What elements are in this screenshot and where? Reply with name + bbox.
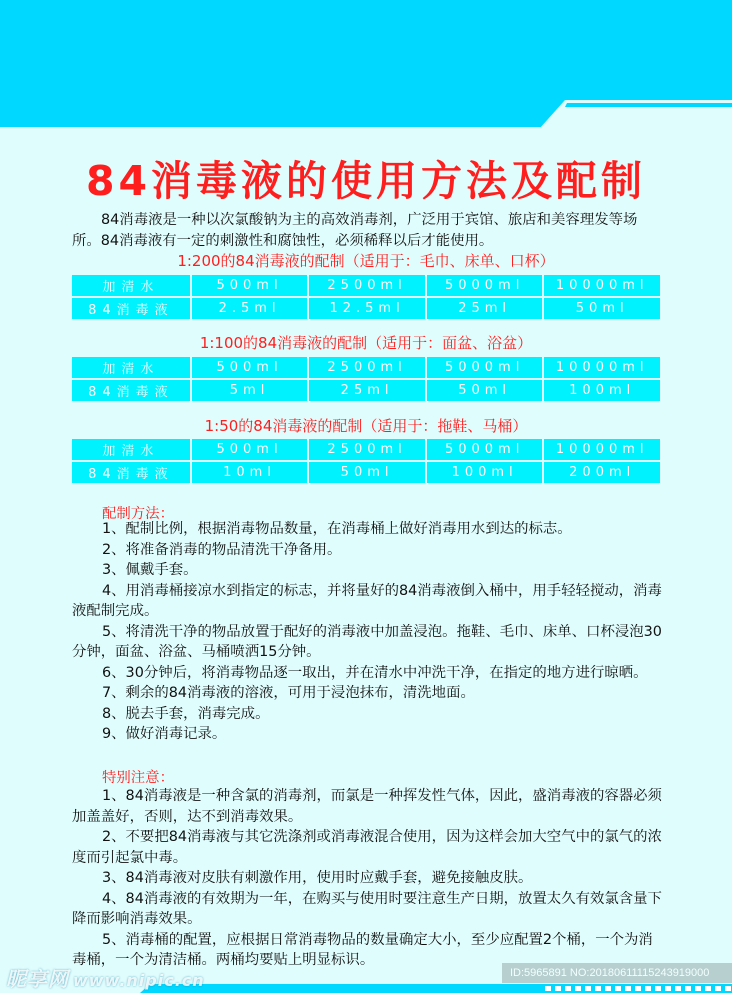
table-cell: 200ml — [543, 461, 661, 484]
row-label: 加清水 — [71, 356, 191, 379]
table-1-heading: 1:200的84消毒液的配制（适用于：毛巾、床单、口杯） — [177, 252, 555, 270]
table-row-water — [71, 438, 661, 461]
method-steps — [72, 519, 666, 745]
table-cell: 100ml — [543, 379, 661, 402]
list-item: 2、将准备消毒的物品清洗干净备用。 — [102, 541, 342, 558]
table-cell: 50ml — [308, 461, 426, 484]
table-cell: 50ml — [426, 379, 544, 402]
notes-list — [72, 786, 666, 971]
page-title: 84消毒液的使用方法及配制 — [85, 157, 647, 205]
table-cell: 100ml — [426, 461, 544, 484]
list-item: 7、剩余的84消毒液的溶液，可用于浸泡抹布，清洗地面。 — [102, 685, 475, 701]
row-label: 加清水 — [71, 438, 191, 461]
ratio-table-1-50 — [70, 437, 662, 485]
table-cell: 5000ml — [426, 274, 544, 297]
table-cell: 10000ml — [543, 274, 661, 297]
table-cell: 5000ml — [426, 438, 544, 461]
list-item: 3、佩戴手套。 — [102, 562, 198, 578]
table-row-water — [71, 274, 661, 297]
notes-heading: 特别注意： — [102, 770, 174, 786]
table-row-water — [71, 356, 661, 379]
table-cell: 2500ml — [308, 438, 426, 461]
table-3-heading: 1:50的84消毒液的配制（适用于：拖鞋、马桶） — [204, 417, 528, 435]
watermark-logo — [6, 963, 205, 992]
table-cell: 50ml — [543, 297, 661, 320]
row-label: 加清水 — [71, 274, 191, 297]
table-cell: 500ml — [191, 438, 309, 461]
table-cell: 2500ml — [308, 356, 426, 379]
header-stripe — [565, 103, 732, 107]
list-item: 1、配制比例，根据消毒物品数量，在消毒桶上做好消毒用水到达的标志。 — [102, 521, 572, 537]
table-cell: 25ml — [426, 297, 544, 320]
table-cell: 500ml — [191, 356, 309, 379]
method-heading: 配制方法： — [102, 506, 174, 522]
watermark-logo-text: 昵享网 — [6, 967, 69, 991]
table-cell: 10ml — [191, 461, 309, 484]
table-row-disinfectant — [71, 461, 661, 484]
watermark-url: www.nipic.cn — [73, 971, 205, 990]
table-cell: 10000ml — [543, 438, 661, 461]
table-cell: 10000ml — [543, 356, 661, 379]
row-label: 84消毒液 — [71, 379, 191, 402]
row-label: 84消毒液 — [71, 297, 191, 320]
table-cell: 25ml — [308, 379, 426, 402]
watermark-id: ID:5965891 NO:20180611115243919000 — [502, 963, 732, 983]
table-cell: 12.5ml — [308, 297, 426, 320]
list-item: 4、84消毒液的有效期为一年，在购买与使用时要注意生产日期，放置太久有效氯含量下降而影响消毒效果。 — [72, 890, 662, 927]
list-item: 6、30分钟后，将消毒物品逐一取出，并在清水中冲洗干净，在指定的地方进行晾晒。 — [102, 664, 648, 681]
table-cell: 5ml — [191, 379, 309, 402]
ratio-table-1-200 — [70, 273, 662, 321]
table-row-disinfectant — [71, 379, 661, 402]
footer-dots — [545, 986, 732, 991]
table-cell: 2500ml — [308, 274, 426, 297]
table-cell: 2.5ml — [191, 297, 309, 320]
list-item: 9、做好消毒记录。 — [102, 726, 227, 742]
list-item: 5、将清洗干净的物品放置于配好的消毒液中加盖浸泡。拖鞋、毛巾、床单、口杯浸泡30分钟，面盆、浴盆、马桶喷洒15分钟。 — [72, 623, 662, 660]
row-label: 84消毒液 — [71, 461, 191, 484]
table-2-heading: 1:100的84消毒液的配制（适用于：面盆、浴盆） — [199, 334, 533, 352]
list-item: 1、84消毒液是一种含氯的消毒剂，而氯是一种挥发性气体，因此，盛消毒液的容器必须加盖盖好，否则，达不到消毒效果。 — [72, 788, 662, 825]
list-item: 8、脱去手套，消毒完成。 — [102, 705, 270, 722]
ratio-table-1-100 — [70, 355, 662, 403]
list-item: 3、84消毒液对皮肤有刺激作用，使用时应戴手套，避免接触皮肤。 — [102, 870, 533, 886]
list-item: 5、消毒桶的配置，应根据日常消毒物品的数量确定大小，至少应配置2个桶，一个为消毒桶，一个为清洁桶。两桶均要贴上明显标识。 — [72, 931, 653, 968]
list-item: 4、用消毒桶接凉水到指定的标志，并将量好的84消毒液倒入桶中，用手轻轻搅动，消毒液配制完成。 — [72, 582, 662, 619]
table-cell: 500ml — [191, 274, 309, 297]
intro-paragraph: 84消毒液是一种以次氯酸钠为主的高效消毒剂，广泛用于宾馆、旅店和美容理发等场所。84消毒液有一定的刺激性和腐蚀性，必须稀释以后才能使用。 — [72, 212, 638, 249]
list-item: 2、不要把84消毒液与其它洗涤剂或消毒液混合使用，因为这样会加大空气中的氯气的浓度而引起氯中毒。 — [72, 829, 662, 866]
table-row-disinfectant — [71, 297, 661, 320]
table-cell: 5000ml — [426, 356, 544, 379]
